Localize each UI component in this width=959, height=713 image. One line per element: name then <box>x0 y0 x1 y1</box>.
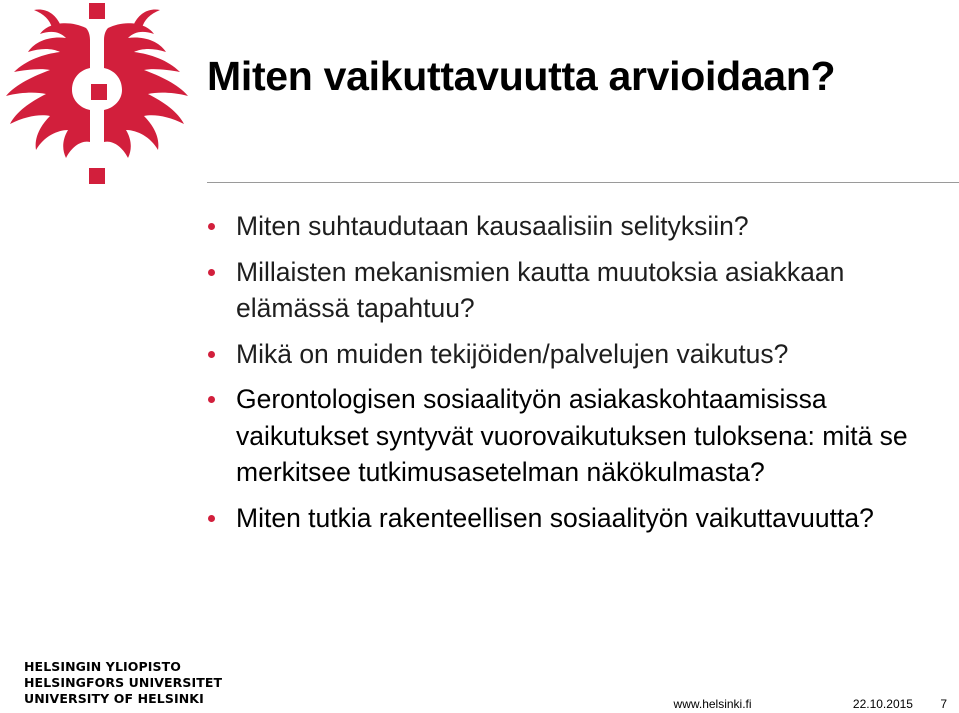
bullet-item <box>205 208 955 245</box>
bullet-dot-icon <box>208 351 215 358</box>
bullet-dot-icon <box>208 515 215 522</box>
university-wordmark <box>24 659 222 707</box>
bullet-text: Gerontologisen sosiaalityön asiakaskohtaamisissa vaikutukset syntyvät vuorovaikutuksen tuloksena: mitä se merkitsee tutkimusasetelman näkökulmasta? <box>236 384 908 487</box>
bullet-text: Miten suhtaudutaan kausaalisiin selityksiin? <box>236 211 749 241</box>
wordmark-line-finnish: HELSINGIN YLIOPISTO <box>24 659 181 674</box>
page-number: 7 <box>940 697 947 711</box>
bullet-item <box>205 254 955 327</box>
bullet-dot-icon <box>208 223 215 230</box>
bullet-dot-icon <box>208 269 215 276</box>
bullet-item <box>205 381 955 491</box>
footer-meta <box>674 697 947 711</box>
title-divider <box>207 182 959 183</box>
bullet-text: Miten tutkia rakenteellisen sosiaalityön vaikuttavuutta? <box>236 502 874 533</box>
footer-url: www.helsinki.fi <box>673 697 752 711</box>
bullet-dot-icon <box>208 396 215 403</box>
bullet-list <box>205 208 955 545</box>
footer-date: 22.10.2015 <box>852 697 913 711</box>
bullet-text: Millaisten mekanismien kautta muutoksia asiakkaan elämässä tapahtuu? <box>236 256 845 323</box>
bullet-text: Mikä on muiden tekijöiden/palvelujen vaikutus? <box>236 338 789 369</box>
helsinki-flame-logo-icon <box>0 0 200 190</box>
wordmark-line-english: UNIVERSITY OF HELSINKI <box>24 691 204 706</box>
bullet-item <box>205 500 955 537</box>
wordmark-line-swedish: HELSINGFORS UNIVERSITET <box>24 675 223 690</box>
slide-title: Miten vaikuttavuutta arvioidaan? <box>207 53 836 99</box>
bullet-item <box>205 336 955 373</box>
